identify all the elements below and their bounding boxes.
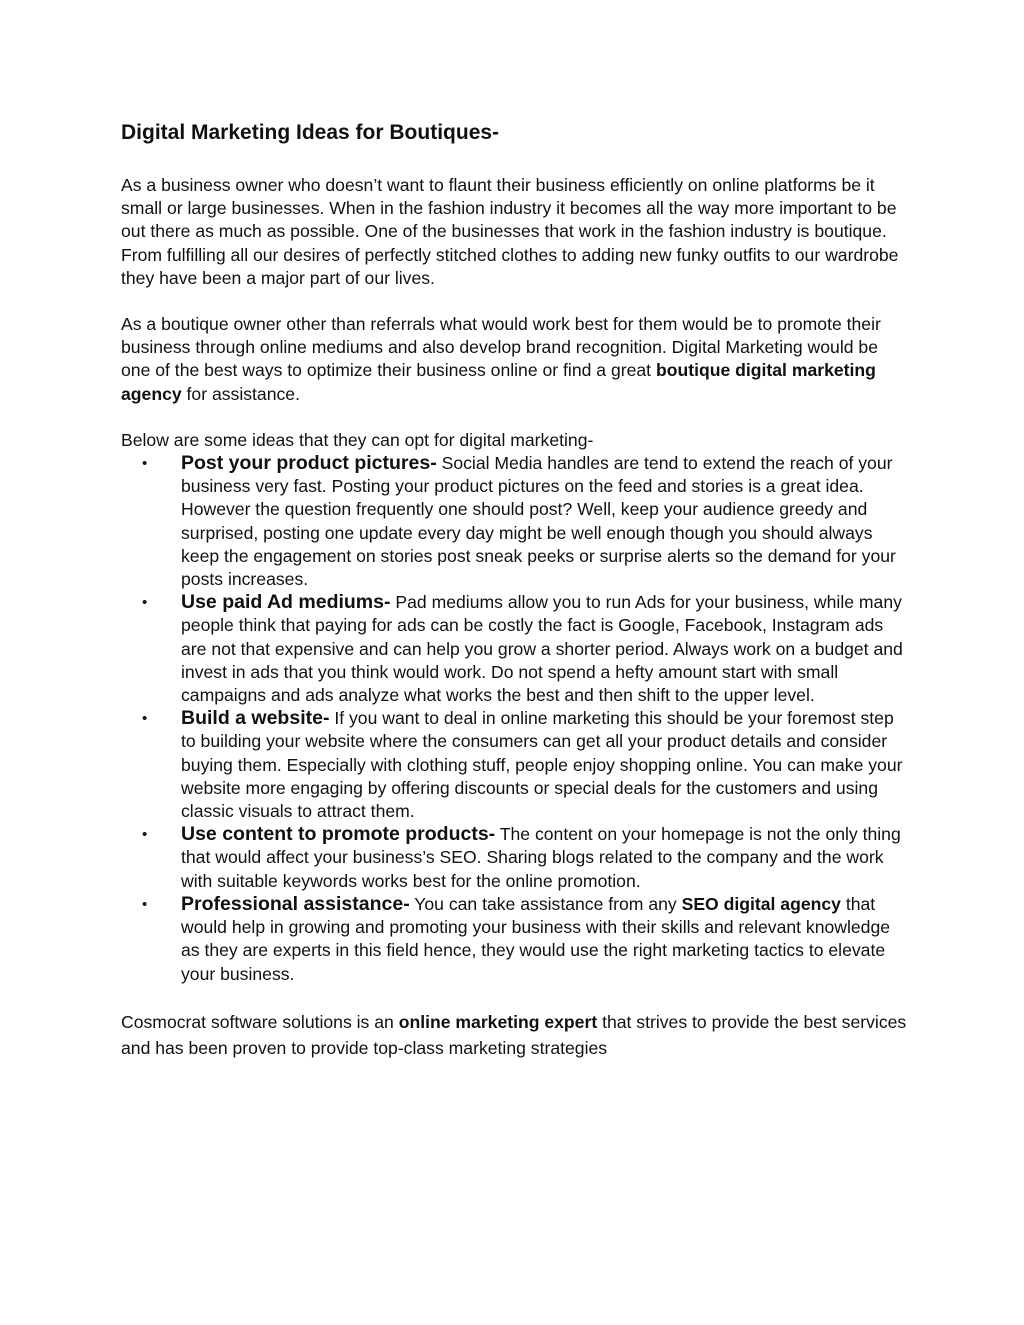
agency-paragraph [121,313,911,406]
idea-heading: Build a website- [181,707,330,730]
list-item [121,452,911,591]
list-item [121,707,911,823]
idea-text: You can take assistance from any [409,893,682,914]
idea-heading: Use content to promote products- [181,823,496,846]
intro-paragraph: As a business owner who doesn’t want to flaunt their business efficiently on online platforms be it small or large businesses. When in the fashion industry it becomes all the way more important to be out there as much as possible. One of the businesses that work in the fashion industry is boutique. From fulfilling all our desires of perfectly stitched clothes to adding new funky outfits to our wardrobe they have been a major part of our lives. [121,175,899,288]
ideas-list [121,452,911,986]
document-title: Digital Marketing Ideas for Boutiques- [121,121,500,144]
list-item [121,591,911,707]
bullet-icon: • [142,826,148,844]
bullet-icon: • [142,455,148,473]
idea-text: Social Media handles are tend to extend the reach of your business very fast. Posting your product pictures on the feed and stories is a great idea. However the question frequently one should post? Well, keep your audience greedy and surprised, posting one update every day might be well enough though you should always keep the engagement on stories post sneak peeks or surprise alerts so the demand for your posts increases. [181,453,896,590]
agency-paragraph-text: As a boutique owner other than referrals what would work best for them would be to promote their business through online mediums and also develop brand recognition. Digital Marketing would be one of the best ways to optimize their business online or find a great [121,314,881,381]
list-item [121,893,911,986]
list-intro: Below are some ideas that they can opt for digital marketing- [121,429,594,450]
document-page [121,119,911,1061]
idea-text: If you want to deal in online marketing this should be your foremost step to building your website where the consumers can get all your product details and consider buying them. Especially with clothing stuff, people enjoy shopping online. You can make your website more engaging by offering discounts or special deals for the customers and using classic visuals to attract them. [181,708,903,822]
idea-text: Pad mediums allow you to run Ads for your business, while many people think that paying for ads can be costly the fact is Google, Facebook, Instagram ads are not that expensive and can help you grow a shorter period. Always work on a budget and invest in ads that you think would work. Do not spend a hefty amount start with small campaigns and ads analyze what works the best and then shift to the upper level. [181,592,903,706]
agency-keyword: boutique digital marketing agency [121,360,876,404]
bullet-icon: • [142,710,148,728]
agency-paragraph-end: for assistance. [181,383,300,404]
marketing-expert-keyword: online marketing expert [398,1011,598,1032]
closing-text: Cosmocrat software solutions is an [121,1011,399,1032]
idea-heading: Use paid Ad mediums- [181,591,391,614]
idea-text: The content on your homepage is not the only thing that would affect your business’s SEO. Sharing blogs related to the company and the work with suitable keywords works best for the online promotion. [181,824,901,891]
closing-text-end: that strives to provide the best services and has been proven to provide top-class marketing strategies [121,1011,907,1058]
idea-text-end: that would help in growing and promoting your business with their skills and relevant knowledge as they are experts in this field hence, they would use the right marketing tactics to elevate your business. [181,893,891,984]
seo-agency-keyword: SEO digital agency [681,893,841,914]
bullet-icon: • [142,594,148,612]
closing-paragraph [121,1009,911,1061]
bullet-icon: • [142,895,148,913]
list-item [121,823,911,893]
idea-heading: Post your product pictures- [181,452,437,475]
idea-heading: Professional assistance- [181,892,410,915]
